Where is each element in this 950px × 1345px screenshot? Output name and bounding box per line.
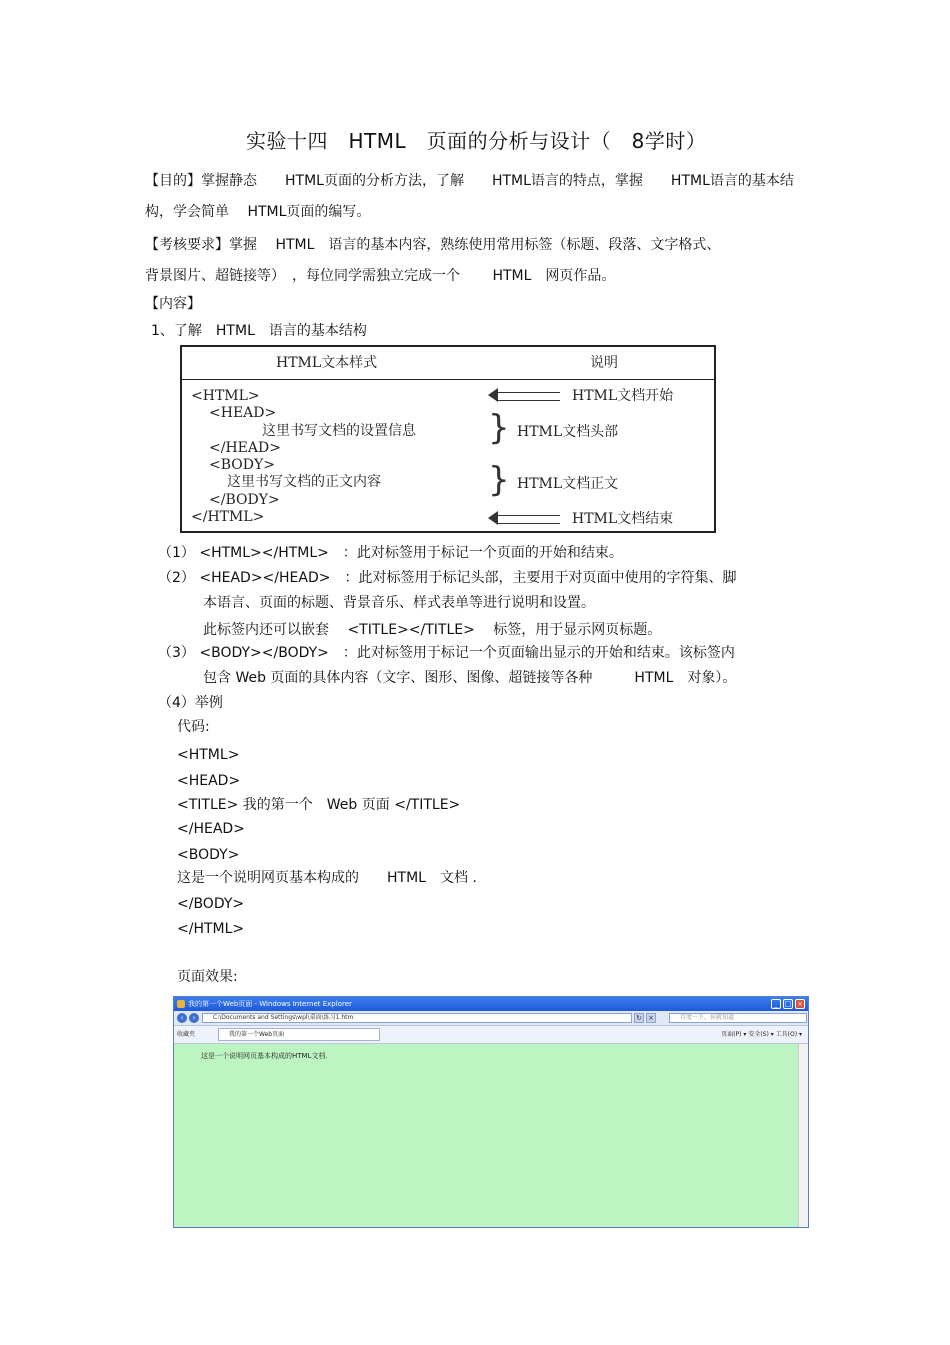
purpose-line-2: 构，学会简单 HTML页面的编写。	[145, 204, 371, 220]
close-icon[interactable]: ×	[795, 999, 805, 1009]
vertical-scrollbar[interactable]	[798, 1044, 808, 1227]
example-code-line: 这是一个说明网页基本构成的 HTML 文档 .	[177, 870, 477, 886]
item-2-line-2: 本语言、页面的标题、背景音乐、样式表单等进行说明和设置。	[203, 595, 595, 611]
requirements-line-1: 【考核要求】掌握 HTML 语言的基本内容，熟练使用常用标签（标题、段落、文字格式、	[145, 237, 721, 253]
figure-col-left-header: HTML文本样式	[276, 355, 378, 371]
left-arrow-icon	[498, 515, 560, 524]
browser-window-title: 我的第一个Web页面 - Windows Internet Explorer	[188, 1000, 352, 1008]
figure-code-line: 这里书写文档的正文内容	[227, 474, 381, 490]
forward-icon[interactable]: ›	[189, 1013, 199, 1023]
refresh-icon[interactable]: ↻	[634, 1013, 644, 1023]
browser-tab[interactable]: 我的第一个Web页面	[218, 1028, 380, 1041]
figure-note: HTML文档开始	[572, 388, 674, 404]
example-code-line: <HTML>	[177, 747, 240, 763]
requirements-line-2: 背景图片、超链接等） ，每位同学需独立完成一个 HTML 网页作品。	[145, 268, 616, 284]
browser-screenshot	[173, 996, 809, 1228]
minimize-icon[interactable]: _	[771, 999, 781, 1009]
item-4: （4）举例	[158, 695, 223, 711]
purpose-line-1: 【目的】掌握静态 HTML页面的分析方法，了解 HTML语言的特点，掌握 HTML语言的基本结	[145, 173, 794, 189]
figure-code-line: <HEAD>	[209, 405, 277, 421]
effect-label: 页面效果:	[177, 969, 238, 985]
browser-title-bar	[174, 997, 808, 1011]
favorites-bar	[174, 1026, 808, 1044]
figure-col-right-header: 说明	[590, 355, 618, 371]
favorites-button[interactable]: 收藏夹	[177, 1031, 196, 1038]
figure-note: HTML文档头部	[517, 424, 619, 440]
back-icon[interactable]: ‹	[177, 1013, 187, 1023]
content-header: 【内容】	[145, 296, 201, 312]
section-1-title: 1、了解 HTML 语言的基本结构	[151, 323, 367, 339]
example-label: 代码:	[177, 719, 210, 735]
command-bar-tools[interactable]: 页面(P) ▾ 安全(S) ▾ 工具(O) ▾	[721, 1031, 802, 1038]
browser-page-content	[174, 1044, 800, 1227]
example-code-line: </HTML>	[177, 921, 245, 937]
html-structure-figure	[180, 345, 716, 533]
browser-body-text: 这是一个说明网页基本构成的HTML文档.	[201, 1052, 328, 1060]
right-brace-icon: }	[488, 408, 510, 448]
figure-code-line: </BODY>	[209, 492, 280, 508]
figure-header-divider	[182, 379, 714, 380]
example-code-line: <TITLE> 我的第一个 Web 页面 </TITLE>	[177, 797, 461, 813]
page-title: 实验十四 HTML 页面的分析与设计（ 8学时）	[246, 129, 707, 153]
figure-note: HTML文档正文	[517, 476, 619, 492]
search-input[interactable]: 百度一下，你就知道	[669, 1013, 807, 1023]
figure-note: HTML文档结束	[572, 511, 674, 527]
example-code-line: </HEAD>	[177, 821, 245, 837]
figure-code-line: </HTML>	[191, 509, 265, 525]
stop-icon[interactable]: ×	[646, 1013, 656, 1023]
address-toolbar	[174, 1011, 808, 1026]
figure-code-line: 这里书写文档的设置信息	[262, 423, 416, 439]
item-3-line-1: （3） <BODY></BODY> ：此对标签用于标记一个页面输出显示的开始和结束。该标签内	[158, 645, 735, 661]
example-code-line: </BODY>	[177, 896, 245, 912]
maximize-icon[interactable]: □	[784, 1000, 792, 1008]
figure-code-line: </HEAD>	[209, 440, 281, 456]
example-code-line: <BODY>	[177, 847, 240, 863]
example-code-line: <HEAD>	[177, 773, 241, 789]
item-1: （1） <HTML></HTML> ：此对标签用于标记一个页面的开始和结束。	[158, 545, 623, 561]
address-input[interactable]: C:\Documents and Settings\wpl\桌面\练习1.htm	[202, 1013, 632, 1023]
left-arrow-icon	[498, 392, 560, 401]
item-2-line-3: 此标签内还可以嵌套 <TITLE></TITLE> 标签，用于显示网页标题。	[203, 622, 662, 638]
figure-code-line: <BODY>	[209, 457, 275, 473]
figure-code-line: <HTML>	[191, 388, 260, 404]
item-3-line-2: 包含 Web 页面的具体内容（文字、图形、图像、超链接等各种 HTML 对象）。	[203, 670, 737, 686]
ie-icon	[177, 1000, 185, 1008]
right-brace-icon: }	[488, 460, 510, 500]
item-2-line-1: （2） <HEAD></HEAD> ：此对标签用于标记头部，主要用于对页面中使用的字符集、脚	[158, 570, 737, 586]
